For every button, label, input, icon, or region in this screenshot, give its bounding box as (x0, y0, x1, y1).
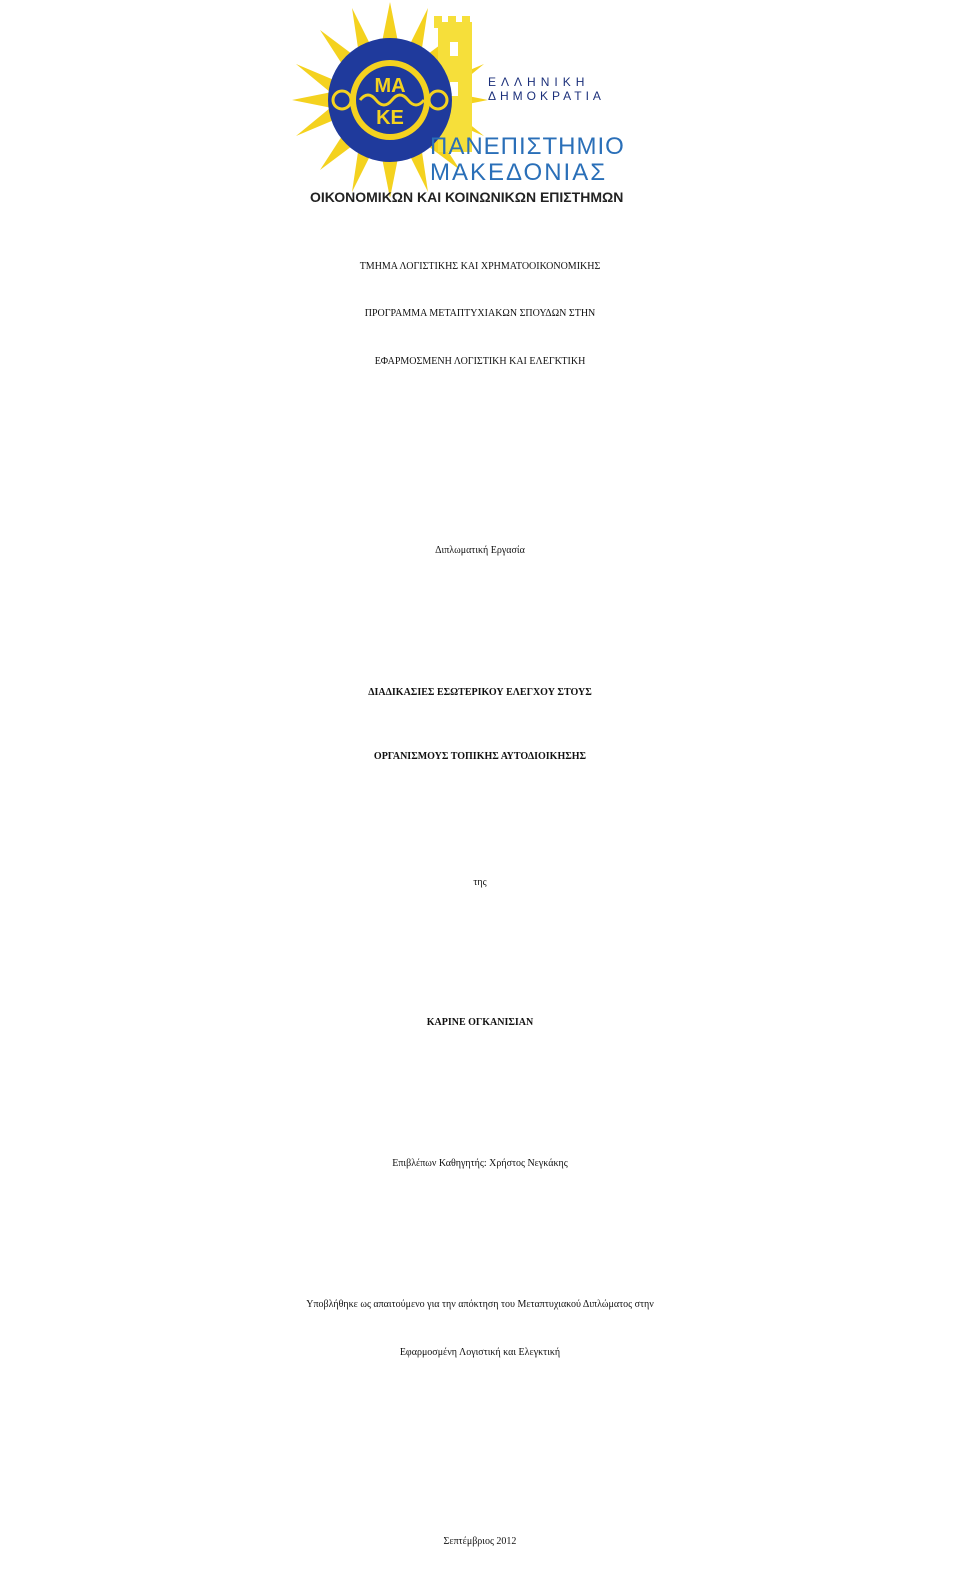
by-label: της (473, 877, 487, 888)
submission-line-1: Υποβλήθηκε ως απαιτούμενο για την απόκτηση του Μεταπτυχιακού Διπλώματος στην (306, 1299, 654, 1310)
republic-line1: ΕΛΛΗΝΙΚΗ (488, 75, 590, 89)
university-line2: ΜΑΚΕΔΟΝΙΑΣ (430, 159, 608, 186)
submission-line-2: Εφαρμοσμένη Λογιστική και Ελεγκτική (399, 1347, 561, 1358)
seal-text-top: ΜΑ (374, 75, 406, 97)
university-line3: ΟΙΚΟΝΟΜΙΚΩΝ ΚΑΙ ΚΟΙΝΩΝΙΚΩΝ ΕΠΙΣΤΗΜΩΝ (310, 189, 624, 205)
seal-text-bottom: ΚΕ (376, 107, 404, 129)
department-line-1: ΤΜΗΜΑ ΛΟΓΙΣΤΙΚΗΣ ΚΑΙ ΧΡΗΜΑΤΟΟΙΚΟΝΟΜΙΚΗΣ (359, 261, 601, 272)
republic-line2: ΔΗΜΟΚΡΑΤΙΑ (488, 89, 605, 103)
title-line-1: ΔΙΑΔΙΚΑΣΙΕΣ ΕΣΩΤΕΡΙΚΟΥ ΕΛΕΓΧΟΥ ΣΤΟΥΣ (368, 687, 592, 698)
supervisor: Επιβλέπων Καθηγητής: Χρήστος Νεγκάκης (392, 1158, 568, 1169)
department-line-3: ΕΦΑΡΜΟΣΜΕΝΗ ΛΟΓΙΣΤΙΚΗ ΚΑΙ ΕΛΕΓΚΤΙΚΗ (374, 356, 586, 367)
title-line-2: ΟΡΓΑΝΙΣΜΟΥΣ ΤΟΠΙΚΗΣ ΑΥΤΟΔΙΟΙΚΗΣΗΣ (373, 751, 587, 762)
department-line-2: ΠΡΟΓΡΑΜΜΑ ΜΕΤΑΠΤΥΧΙΑΚΩΝ ΣΠΟΥΔΩΝ ΣΤΗΝ (364, 308, 596, 319)
university-logo-graphic (290, 2, 670, 212)
submission-date: Σεπτέμβριος 2012 (443, 1536, 517, 1547)
university-line1: ΠΑΝΕΠΙΣΤΗΜΙΟ (430, 133, 625, 160)
university-logo (290, 2, 670, 212)
author-name: ΚΑΡΙΝΕ ΟΓΚΑΝΙΣΙΑΝ (426, 1017, 534, 1028)
thesis-type: Διπλωματική Εργασία (435, 545, 525, 556)
